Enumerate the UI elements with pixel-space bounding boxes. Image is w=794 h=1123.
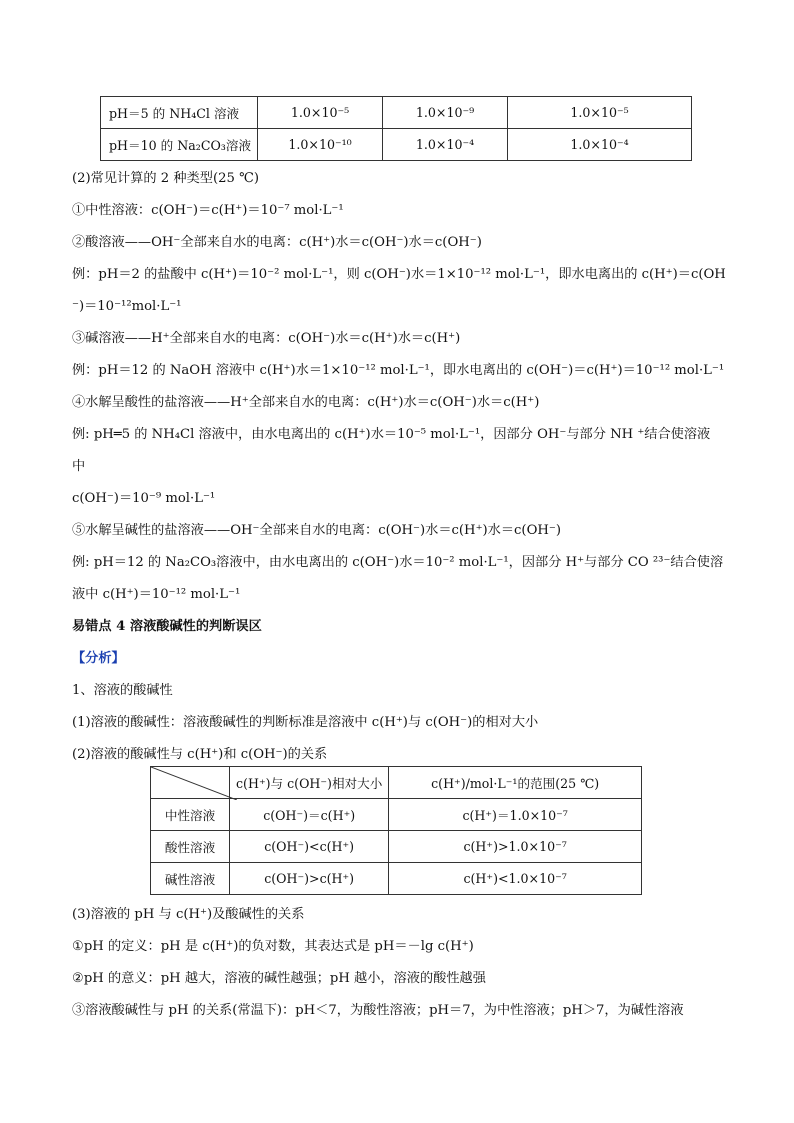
text-line: ②酸溶液——OH⁻全部来自水的电离：c(H⁺)水＝c(OH⁻)水＝c(OH⁻)	[72, 235, 482, 250]
section-heading: 易错点 4 溶液酸碱性的判断误区	[72, 619, 262, 634]
diagonal-line	[151, 767, 237, 800]
table-cell: 1.0×10⁻⁵	[508, 97, 692, 129]
text-line: (2)溶液的酸碱性与 c(H⁺)和 c(OH⁻)的关系	[72, 747, 328, 762]
table-cell: pH＝5 的 NH₄Cl 溶液	[101, 97, 258, 129]
row-header: 中性溶液	[151, 799, 230, 831]
text-line: ④水解呈酸性的盐溶液——H⁺全部来自水的电离：c(H⁺)水＝c(OH⁻)水＝c(H⁺)	[72, 395, 540, 410]
table-row	[151, 831, 642, 863]
table-row	[101, 97, 692, 129]
text-line: 例：pH＝2 的盐酸中 c(H⁺)＝10⁻² mol·L⁻¹，则 c(OH⁻)水＝1×10⁻¹² mol·L⁻¹，即水电离出的 c(H⁺)＝c(OH	[72, 267, 726, 282]
column-header: c(H⁺)与 c(OH⁻)相对大小	[230, 767, 389, 799]
text-line: 1、溶液的酸碱性	[72, 683, 173, 698]
text-line: (1)溶液的酸碱性：溶液酸碱性的判断标准是溶液中 c(H⁺)与 c(OH⁻)的相对大小	[72, 715, 539, 730]
text-line: c(OH⁻)＝10⁻⁹ mol·L⁻¹	[72, 491, 216, 506]
text-line: (2)常见计算的 2 种类型(25 ℃)	[72, 171, 259, 186]
table-cell: 1.0×10⁻⁹	[383, 97, 508, 129]
table-cell: pH＝10 的 Na₂CO₃溶液	[101, 129, 258, 161]
text-line: 中	[72, 459, 86, 474]
table-cell: c(OH⁻)＝c(H⁺)	[230, 799, 389, 831]
column-header: c(H⁺)/mol·L⁻¹的范围(25 ℃)	[389, 767, 642, 799]
row-header: 碱性溶液	[151, 863, 230, 895]
text-line: ②pH 的意义：pH 越大，溶液的碱性越强；pH 越小，溶液的酸性越强	[72, 971, 486, 986]
text-line: ③碱溶液——H⁺全部来自水的电离：c(OH⁻)水＝c(H⁺)水＝c(H⁺)	[72, 331, 461, 346]
table-cell: c(H⁺)>1.0×10⁻⁷	[389, 831, 642, 863]
table-cell: c(OH⁻)>c(H⁺)	[230, 863, 389, 895]
text-line: 液中 c(H⁺)＝10⁻¹² mol·L⁻¹	[72, 587, 241, 602]
table-acidity	[150, 766, 642, 895]
text-line: ①pH 的定义：pH 是 c(H⁺)的负对数，其表达式是 pH＝－lg c(H⁺)	[72, 939, 474, 954]
text-line: 例：pH＝12 的 NaOH 溶液中 c(H⁺)水＝1×10⁻¹² mol·L⁻¹，即水电离出的 c(OH⁻)＝c(H⁺)＝10⁻¹² mol·L⁻¹	[72, 363, 725, 378]
table-cell: c(H⁺)<1.0×10⁻⁷	[389, 863, 642, 895]
text-line: ③溶液酸碱性与 pH 的关系(常温下)：pH＜7，为酸性溶液；pH＝7，为中性溶液；pH＞7，为碱性溶液	[72, 1003, 684, 1018]
text-line: 例: pH═5 的 NH₄Cl 溶液中，由水电离出的 c(H⁺)水＝10⁻⁵ mol·L⁻¹，因部分 OH⁻与部分 NH ⁺结合使溶液	[72, 427, 711, 442]
table-cell: 1.0×10⁻¹⁰	[258, 129, 383, 161]
table-cell: c(OH⁻)<c(H⁺)	[230, 831, 389, 863]
table-header-row	[151, 767, 642, 799]
table-row	[101, 129, 692, 161]
diagonal-header-cell	[151, 767, 230, 799]
text-line: 例: pH＝12 的 Na₂CO₃溶液中，由水电离出的 c(OH⁻)水＝10⁻² mol·L⁻¹，因部分 H⁺与部分 CO ²³⁻结合使溶	[72, 555, 724, 570]
text-line: (3)溶液的 pH 与 c(H⁺)及酸碱性的关系	[72, 907, 305, 922]
text-line: ⁻)＝10⁻¹²mol·L⁻¹	[72, 299, 182, 314]
table-row	[151, 799, 642, 831]
analysis-tag: 【分析】	[72, 651, 125, 666]
text-line: ①中性溶液：c(OH⁻)＝c(H⁺)＝10⁻⁷ mol·L⁻¹	[72, 203, 344, 218]
row-header: 酸性溶液	[151, 831, 230, 863]
table-cell: 1.0×10⁻⁴	[383, 129, 508, 161]
table-cell: 1.0×10⁻⁴	[508, 129, 692, 161]
text-line: ⑤水解呈碱性的盐溶液——OH⁻全部来自水的电离：c(OH⁻)水＝c(H⁺)水＝c(OH⁻)	[72, 523, 561, 538]
table-cell: c(H⁺)＝1.0×10⁻⁷	[389, 799, 642, 831]
table-cell: 1.0×10⁻⁵	[258, 97, 383, 129]
table-row	[151, 863, 642, 895]
table-ph-examples	[100, 96, 692, 161]
